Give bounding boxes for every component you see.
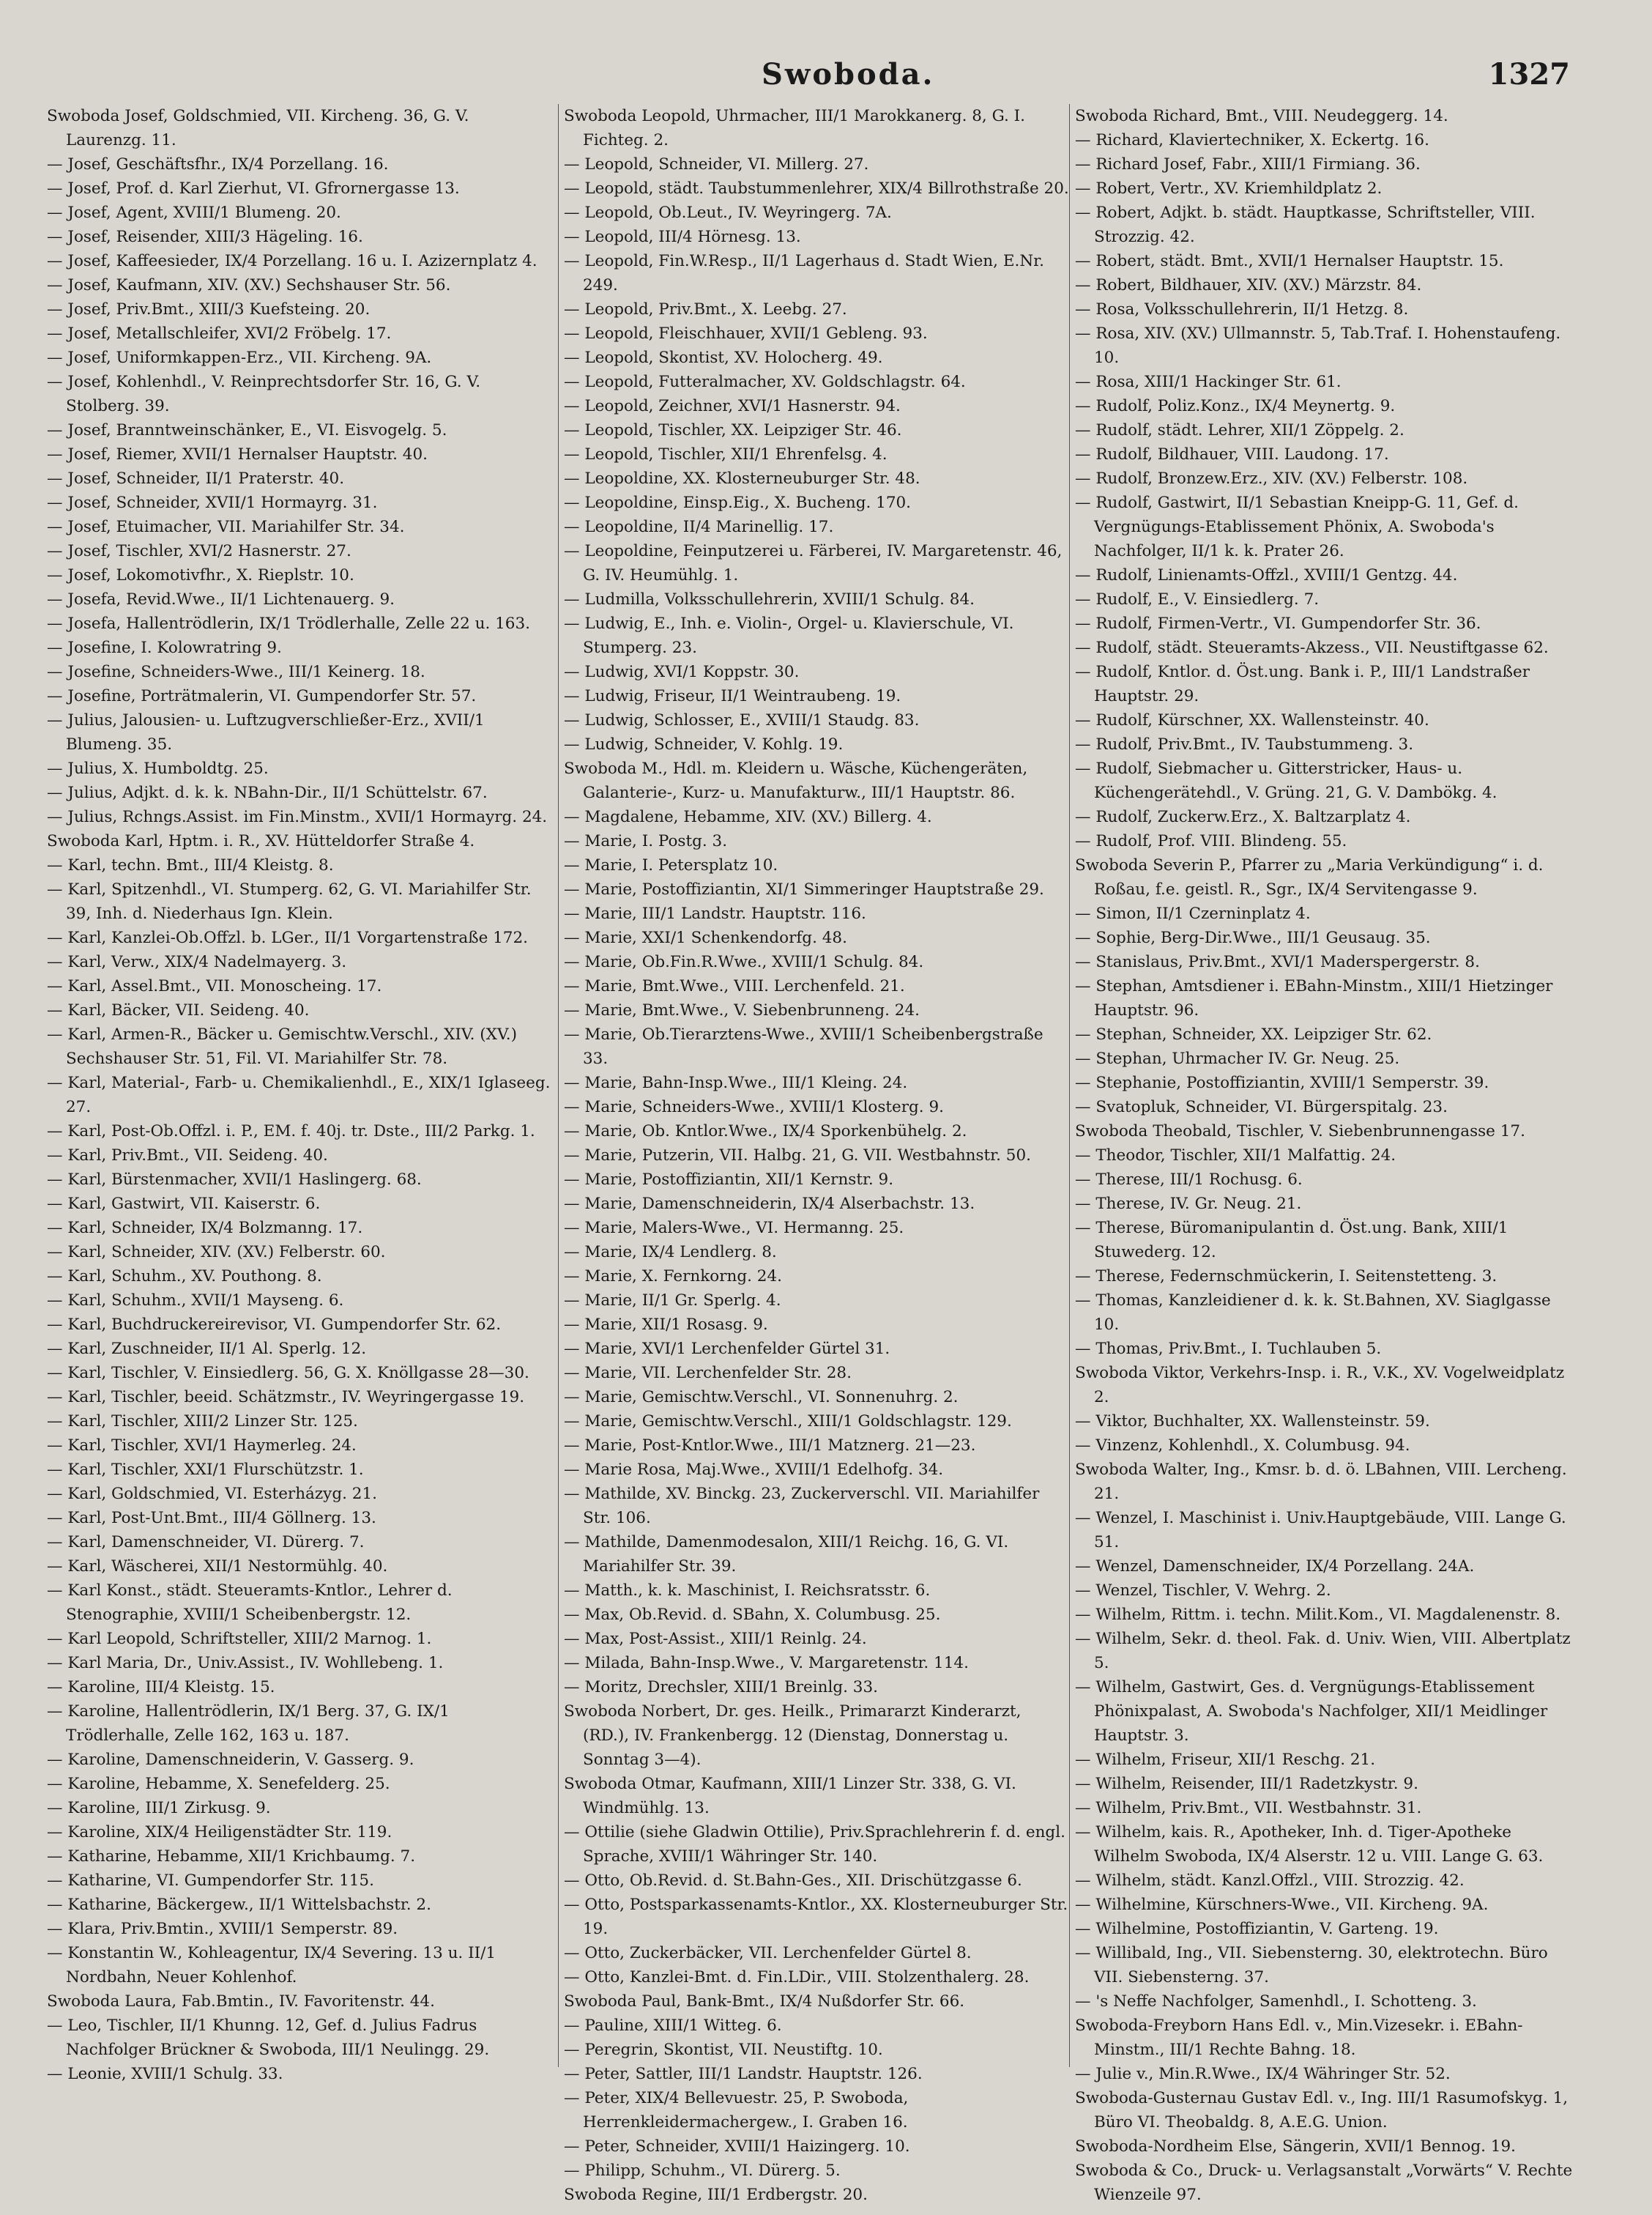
- directory-entry: — Rosa, XIV. (XV.) Ullmannstr. 5, Tab.Traf. I. Hohenstaufeng. 10.: [1075, 324, 1561, 367]
- directory-entry: — Karl, Bürstenmacher, XVII/1 Haslingerg. 68.: [47, 1170, 422, 1189]
- directory-entry: — Karl, Tischler, beeid. Schätzmstr., IV. Weyringergasse 19.: [47, 1388, 525, 1406]
- page-header: [0, 57, 1652, 101]
- directory-entry: — Marie, Ob.Fin.R.Wwe., XVIII/1 Schulg. 84.: [564, 953, 924, 971]
- directory-entry: — Therese, Büromanipulantin d. Öst.ung. Bank, XIII/1 Stuwederg. 12.: [1075, 1219, 1508, 1261]
- directory-entry: — Moritz, Drechsler, XIII/1 Breinlg. 33.: [564, 1678, 878, 1696]
- directory-entry: Swoboda Paul, Bank-Bmt., IX/4 Nußdorfer Str. 66.: [564, 1992, 965, 2011]
- directory-entry: — Leopold, Futteralmacher, XV. Goldschlagstr. 64.: [564, 373, 966, 391]
- directory-entry: — Otto, Ob.Revid. d. St.Bahn-Ges., XII. Drischützgasse 6.: [564, 1871, 1022, 1890]
- directory-entry: — Leopoldine, XX. Klosterneuburger Str. 48.: [564, 470, 920, 488]
- directory-entry: — Leopold, Fin.W.Resp., II/1 Lagerhaus d. Stadt Wien, E.Nr. 249.: [564, 252, 1044, 294]
- directory-entry: Swoboda Josef, Goldschmied, VII. Kircheng. 36, G. V. Laurenzg. 11.: [47, 107, 469, 149]
- directory-entry: — Wilhelm, Gastwirt, Ges. d. Vergnügungs-Etablissement Phönixpalast, A. Swoboda's Nachfolger, XII/1 Meidlinger Hauptstr. 3.: [1075, 1678, 1548, 1745]
- directory-entry: — Max, Post-Assist., XIII/1 Reinlg. 24.: [564, 1630, 867, 1648]
- directory-entry: — Karl, Schuhm., XVII/1 Mayseng. 6.: [47, 1291, 344, 1310]
- directory-entry: — Marie, Post-Kntlor.Wwe., III/1 Matznerg. 21—23.: [564, 1436, 976, 1455]
- directory-entry: — Karoline, III/4 Kleistg. 15.: [47, 1678, 275, 1696]
- directory-entry: — Josef, Etuimacher, VII. Mariahilfer Str. 34.: [47, 518, 405, 536]
- directory-entry: — Karl Maria, Dr., Univ.Assist., IV. Wohllebeng. 1.: [47, 1654, 444, 1672]
- directory-entry: — Josef, Priv.Bmt., XIII/3 Kuefsteing. 20.: [47, 300, 371, 319]
- directory-entry: — Marie, IX/4 Lendlerg. 8.: [564, 1243, 777, 1261]
- directory-entry: — Karl, Schneider, IX/4 Bolzmanng. 17.: [47, 1219, 363, 1237]
- directory-entry: — Josefa, Hallentrödlerin, IX/1 Trödlerhalle, Zelle 22 u. 163.: [47, 615, 531, 633]
- directory-entry: — Rudolf, Priv.Bmt., IV. Taubstummeng. 3.: [1075, 735, 1414, 754]
- directory-entry: — Konstantin W., Kohleagentur, IX/4 Severing. 13 u. II/1 Nordbahn, Neuer Kohlenhof.: [47, 1944, 496, 1986]
- directory-entry: — Wilhelm, städt. Kanzl.Offzl., VIII. Strozzig. 42.: [1075, 1871, 1465, 1890]
- directory-entry: — Josef, Lokomotivfhr., X. Rieplstr. 10.: [47, 566, 354, 585]
- directory-entry: — Max, Ob.Revid. d. SBahn, X. Columbusg. 25.: [564, 1606, 941, 1624]
- directory-entry: — Rosa, Volksschullehrerin, II/1 Hetzg. 8.: [1075, 300, 1409, 319]
- directory-entry: — Karl, Gastwirt, VII. Kaiserstr. 6.: [47, 1195, 321, 1213]
- directory-entry: — Leopoldine, II/4 Marinellig. 17.: [564, 518, 834, 536]
- directory-entry: — Josef, Branntweinschänker, E., VI. Eisvogelg. 5.: [47, 421, 447, 439]
- directory-entry: — Leopoldine, Feinputzerei u. Färberei, IV. Margaretenstr. 46, G. IV. Heumühlg. 1.: [564, 542, 1063, 585]
- directory-entry: — Josef, Schneider, XVII/1 Hormayrg. 31.: [47, 494, 378, 512]
- directory-entry: — Josef, Kohlenhdl., V. Reinprechtsdorfer Str. 16, G. V. Stolberg. 39.: [47, 373, 481, 415]
- directory-entry: — Karl, Assel.Bmt., VII. Monoscheing. 17.: [47, 977, 382, 995]
- directory-entry: — Marie, Bahn-Insp.Wwe., III/1 Kleing. 24.: [564, 1074, 908, 1092]
- column-3: [1075, 104, 1580, 2207]
- directory-entry: Swoboda Otmar, Kaufmann, XIII/1 Linzer Str. 338, G. VI. Windmühlg. 13.: [564, 1775, 1016, 1817]
- directory-entry: — Josef, Reisender, XIII/3 Hägeling. 16.: [47, 228, 363, 246]
- directory-entry: — Julie v., Min.R.Wwe., IX/4 Währinger Str. 52.: [1075, 2065, 1451, 2083]
- directory-entry: — Josef, Agent, XVIII/1 Blumeng. 20.: [47, 204, 341, 222]
- directory-entry: — Marie, Ob.Tierarztens-Wwe., XVIII/1 Scheibenbergstraße 33.: [564, 1025, 1043, 1068]
- directory-entry: Swoboda Viktor, Verkehrs-Insp. i. R., V.K., XV. Vogelweidplatz 2.: [1075, 1364, 1565, 1406]
- directory-entry: — Svatopluk, Schneider, VI. Bürgerspitalg. 23.: [1075, 1098, 1448, 1116]
- directory-entry: — Karl Konst., städt. Steueramts-Kntlor., Lehrer d. Stenographie, XVIII/1 Scheibenbergstr. 12.: [47, 1581, 453, 1624]
- directory-entry: — Leonie, XVIII/1 Schulg. 33.: [47, 2065, 283, 2083]
- directory-entry: — Robert, Adjkt. b. städt. Hauptkasse, Schriftsteller, VIII. Strozzig. 42.: [1075, 204, 1536, 246]
- directory-entry: — Leopold, Zeichner, XVI/1 Hasnerstr. 94.: [564, 397, 901, 415]
- directory-entry: Swoboda Regine, III/1 Erdbergstr. 20.: [564, 2186, 868, 2204]
- directory-entry: — Marie, III/1 Landstr. Hauptstr. 116.: [564, 905, 866, 923]
- directory-entry: — Leopold, Fleischhauer, XVII/1 Gebleng. 93.: [564, 324, 928, 343]
- directory-entry: — Marie, XII/1 Rosasg. 9.: [564, 1316, 768, 1334]
- directory-entry: — Marie, Postoffiziantin, XII/1 Kernstr. 9.: [564, 1170, 894, 1189]
- directory-entry: — Thomas, Kanzleidiener d. k. k. St.Bahnen, XV. Siaglgasse 10.: [1075, 1291, 1551, 1334]
- directory-entry: — Karl, Schuhm., XV. Pouthong. 8.: [47, 1267, 322, 1285]
- directory-entry: — Marie, I. Petersplatz 10.: [564, 856, 778, 875]
- directory-entry: — Ludwig, XVI/1 Koppstr. 30.: [564, 663, 800, 681]
- directory-entry: — Peregrin, Skontist, VII. Neustiftg. 10.: [564, 2041, 883, 2059]
- directory-entry: — Peter, XIX/4 Bellevuestr. 25, P. Swoboda, Herrenkleidermachergew., I. Graben 16.: [564, 2089, 909, 2131]
- directory-entry: — Karl, Buchdruckereirevisor, VI. Gumpendorfer Str. 62.: [47, 1316, 502, 1334]
- directory-entry: — Karl, Goldschmied, VI. Esterházyg. 21.: [47, 1485, 377, 1503]
- directory-entry: — Rudolf, Zuckerw.Erz., X. Baltzarplatz 4.: [1075, 808, 1411, 826]
- directory-entry: — Richard Josef, Fabr., XIII/1 Firmiang. 36.: [1075, 155, 1421, 174]
- directory-entry: — Karoline, XIX/4 Heiligenstädter Str. 119.: [47, 1823, 392, 1841]
- directory-entry: — Rudolf, Poliz.Konz., IX/4 Meynertg. 9.: [1075, 397, 1396, 415]
- directory-entry: — Ludwig, Schneider, V. Kohlg. 19.: [564, 735, 844, 754]
- directory-entry: — Katharine, Hebamme, XII/1 Krichbaumg. 7.: [47, 1847, 416, 1866]
- directory-entry: — Stephan, Amtsdiener i. EBahn-Minstm., XIII/1 Hietzinger Hauptstr. 96.: [1075, 977, 1553, 1020]
- directory-entry: — Josefa, Revid.Wwe., II/1 Lichtenauerg. 9.: [47, 590, 395, 609]
- directory-entry: — Marie Rosa, Maj.Wwe., XVIII/1 Edelhofg. 34.: [564, 1461, 944, 1479]
- directory-entry: — Marie, Malers-Wwe., VI. Hermanng. 25.: [564, 1219, 904, 1237]
- directory-entry: — Rudolf, Bronzew.Erz., XIV. (XV.) Felberstr. 108.: [1075, 470, 1468, 488]
- directory-entry: — Stephan, Schneider, XX. Leipziger Str. 62.: [1075, 1025, 1432, 1044]
- directory-entry: — Sophie, Berg-Dir.Wwe., III/1 Geusaug. 35.: [1075, 929, 1431, 947]
- directory-entry: — Rosa, XIII/1 Hackinger Str. 61.: [1075, 373, 1342, 391]
- column-divider: [558, 104, 559, 2067]
- directory-entry: — Robert, städt. Bmt., XVII/1 Hernalser Hauptstr. 15.: [1075, 252, 1504, 270]
- directory-entry: — Karl, Armen-R., Bäcker u. Gemischtw.Verschl., XIV. (XV.) Sechshauser Str. 51, Fil. VI. Mariahilfer Str. 78.: [47, 1025, 517, 1068]
- column-2: [564, 104, 1069, 2207]
- directory-entry: — Therese, IV. Gr. Neug. 21.: [1075, 1195, 1302, 1213]
- directory-entry: — Rudolf, Kürschner, XX. Wallensteinstr. 40.: [1075, 711, 1429, 730]
- directory-entry: — Leopold, Schneider, VI. Millerg. 27.: [564, 155, 869, 174]
- directory-entry: — Wilhelm, Rittm. i. techn. Milit.Kom., VI. Magdalenenstr. 8.: [1075, 1606, 1561, 1624]
- directory-entry: — Marie, Gemischtw.Verschl., XIII/1 Goldschlagstr. 129.: [564, 1412, 1012, 1431]
- directory-entry: — Milada, Bahn-Insp.Wwe., V. Margaretenstr. 114.: [564, 1654, 969, 1672]
- directory-entry: — Karoline, III/1 Zirkusg. 9.: [47, 1799, 271, 1817]
- directory-entry: Swoboda Norbert, Dr. ges. Heilk., Primararzt Kinderarzt, (RD.), IV. Frankenbergg. 12 (Dienstag, Donnerstag u. Sonntag 3—4).: [564, 1702, 1022, 1769]
- directory-entry: — Otto, Postsparkassenamts-Kntlor., XX. Klosterneuburger Str. 19.: [564, 1896, 1068, 1938]
- directory-entry: — Karl, Post-Unt.Bmt., III/4 Göllnerg. 13.: [47, 1509, 376, 1527]
- directory-entry: Swoboda M., Hdl. m. Kleidern u. Wäsche, Küchengeräten, Galanterie-, Kurz- u. Manufakturw., III/1 Hauptstr. 86.: [564, 760, 1028, 802]
- directory-entry: — Karl, techn. Bmt., III/4 Kleistg. 8.: [47, 856, 334, 875]
- directory-entry: — Rudolf, Gastwirt, II/1 Sebastian Kneipp-G. 11, Gef. d. Vergnügungs-Etablissement Phönix, A. Swoboda's Nachfolger, II/1 k. k. Prater 26.: [1075, 494, 1519, 560]
- directory-entry: — Willibald, Ing., VII. Siebensterng. 30, elektrotechn. Büro VII. Siebensterng. 37.: [1075, 1944, 1548, 1986]
- directory-entry: — Josef, Schneider, II/1 Praterstr. 40.: [47, 470, 345, 488]
- directory-entry: — Karl, Verw., XIX/4 Nadelmayerg. 3.: [47, 953, 347, 971]
- directory-entry: — Leopold, städt. Taubstummenlehrer, XIX/4 Billrothstraße 20.: [564, 179, 1069, 198]
- directory-entry: — Josef, Riemer, XVII/1 Hernalser Hauptstr. 40.: [47, 445, 428, 464]
- directory-entry: — Marie, Gemischtw.Verschl., VI. Sonnenuhrg. 2.: [564, 1388, 959, 1406]
- directory-entry: — Karl, Schneider, XIV. (XV.) Felberstr. 60.: [47, 1243, 386, 1261]
- directory-entry: — Ludwig, Friseur, II/1 Weintraubeng. 19.: [564, 687, 901, 705]
- directory-entry: — Wilhelm, Sekr. d. theol. Fak. d. Univ. Wien, VIII. Albertplatz 5.: [1075, 1630, 1571, 1672]
- directory-entry: — Karl, Spitzenhdl., VI. Stumperg. 62, G. VI. Mariahilfer Str. 39, Inh. d. Niederhaus Ign. Klein.: [47, 880, 532, 923]
- directory-entry: — Josef, Kaffeesieder, IX/4 Porzellang. 16 u. I. Azizernplatz 4.: [47, 252, 537, 270]
- directory-entry: — Wilhelmine, Postoffiziantin, V. Garteng. 19.: [1075, 1920, 1439, 1938]
- directory-entry: Swoboda-Freyborn Hans Edl. v., Min.Vizesekr. i. EBahn-Minstm., III/1 Rechte Bahng. 18.: [1075, 2016, 1523, 2059]
- directory-entry: — Josef, Uniformkappen-Erz., VII. Kircheng. 9A.: [47, 349, 432, 367]
- directory-entry: — Pauline, XIII/1 Witteg. 6.: [564, 2016, 782, 2035]
- directory-entry: — Leopold, Tischler, XX. Leipziger Str. 46.: [564, 421, 902, 439]
- directory-entry: — Karl, Tischler, V. Einsiedlerg. 56, G. X. Knöllgasse 28—30.: [47, 1364, 529, 1382]
- directory-entry: — Otto, Zuckerbäcker, VII. Lerchenfelder Gürtel 8.: [564, 1944, 972, 1962]
- directory-entry: — Wilhelm, kais. R., Apotheker, Inh. d. Tiger-Apotheke Wilhelm Swoboda, IX/4 Alserstr. 12 u. VIII. Lange G. 63.: [1075, 1823, 1544, 1866]
- directory-entry: — Karl, Tischler, XXI/1 Flurschützstr. 1.: [47, 1461, 364, 1479]
- directory-entry: — Karl Leopold, Schriftsteller, XIII/2 Marnog. 1.: [47, 1630, 432, 1648]
- directory-entry: — Leopold, Priv.Bmt., X. Leebg. 27.: [564, 300, 847, 319]
- directory-entry: — Josef, Metallschleifer, XVI/2 Fröbelg. 17.: [47, 324, 392, 343]
- directory-entry: — Leopold, Ob.Leut., IV. Weyringerg. 7A.: [564, 204, 892, 222]
- directory-entry: — Marie, XXI/1 Schenkendorfg. 48.: [564, 929, 847, 947]
- directory-entry: — Julius, Rchngs.Assist. im Fin.Minstm., XVII/1 Hormayrg. 24.: [47, 808, 548, 826]
- directory-entry: — Robert, Bildhauer, XIV. (XV.) Märzstr. 84.: [1075, 276, 1422, 294]
- directory-entry: — Rudolf, Prof. VIII. Blindeng. 55.: [1075, 832, 1347, 850]
- directory-entry: — Karoline, Hebamme, X. Senefelderg. 25.: [47, 1775, 390, 1793]
- directory-entry: — Julius, X. Humboldtg. 25.: [47, 760, 269, 778]
- directory-entry: — Mathilde, Damenmodesalon, XIII/1 Reichg. 16, G. VI. Mariahilfer Str. 39.: [564, 1533, 1009, 1576]
- directory-entry: — Josef, Kaufmann, XIV. (XV.) Sechshauser Str. 56.: [47, 276, 451, 294]
- directory-entry: — Leopold, Skontist, XV. Holocherg. 49.: [564, 349, 883, 367]
- directory-entry: — Karl, Tischler, XVI/1 Haymerleg. 24.: [47, 1436, 357, 1455]
- directory-entry: — Leopoldine, Einsp.Eig., X. Bucheng. 170.: [564, 494, 912, 512]
- directory-entry: — Rudolf, Kntlor. d. Öst.ung. Bank i. P., III/1 Landstraßer Hauptstr. 29.: [1075, 663, 1530, 705]
- directory-entry: — Katharine, Bäckergew., II/1 Wittelsbachstr. 2.: [47, 1896, 431, 1914]
- directory-entry: Swoboda-Gusternau Gustav Edl. v., Ing. III/1 Rasumofskyg. 1, Büro VI. Theobaldg. 8, A.E.G. Union.: [1075, 2089, 1569, 2131]
- directory-entry: — Wilhelm, Priv.Bmt., VII. Westbahnstr. 31.: [1075, 1799, 1422, 1817]
- directory-entry: Swoboda Theobald, Tischler, V. Siebenbrunnengasse 17.: [1075, 1122, 1525, 1140]
- directory-entry: — Marie, VII. Lerchenfelder Str. 28.: [564, 1364, 852, 1382]
- directory-entry: — Theodor, Tischler, XII/1 Malfattig. 24.: [1075, 1146, 1396, 1165]
- directory-entry: — Marie, Damenschneiderin, IX/4 Alserbachstr. 13.: [564, 1195, 975, 1213]
- directory-entry: — Peter, Sattler, III/1 Landstr. Hauptstr. 126.: [564, 2065, 923, 2083]
- directory-entry: — Peter, Schneider, XVIII/1 Haizingerg. 10.: [564, 2137, 910, 2156]
- directory-entry: — Ottilie (siehe Gladwin Ottilie), Priv.Sprachlehrerin f. d. engl. Sprache, XVIII/1 Währinger Str. 140.: [564, 1823, 1065, 1866]
- directory-entry: — Mathilde, XV. Binckg. 23, Zuckerverschl. VII. Mariahilfer Str. 106.: [564, 1485, 1040, 1527]
- directory-entry: — Marie, Ob. Kntlor.Wwe., IX/4 Sporkenbühelg. 2.: [564, 1122, 967, 1140]
- directory-entry: — Philipp, Schuhm., VI. Dürerg. 5.: [564, 2162, 841, 2180]
- directory-entry: — Marie, Putzerin, VII. Halbg. 21, G. VII. Westbahnstr. 50.: [564, 1146, 1031, 1165]
- directory-entry: — Thomas, Priv.Bmt., I. Tuchlauben 5.: [1075, 1340, 1382, 1358]
- directory-entry: Swoboda Richard, Bmt., VIII. Neudeggerg. 14.: [1075, 107, 1448, 125]
- directory-entry: — Josefine, I. Kolowratring 9.: [47, 639, 282, 657]
- directory-entry: — Karl, Tischler, XIII/2 Linzer Str. 125.: [47, 1412, 358, 1431]
- directory-entry: — Ludwig, E., Inh. e. Violin-, Orgel- u. Klavierschule, VI. Stumperg. 23.: [564, 615, 1014, 657]
- directory-entry: — Leopold, Tischler, XII/1 Ehrenfelsg. 4.: [564, 445, 888, 464]
- directory-entry: — Marie, I. Postg. 3.: [564, 832, 728, 850]
- directory-entry: — Karl, Bäcker, VII. Seideng. 40.: [47, 1001, 310, 1020]
- directory-entry: — Julius, Adjkt. d. k. k. NBahn-Dir., II/1 Schüttelstr. 67.: [47, 784, 488, 802]
- directory-entry: — Wilhelmine, Kürschners-Wwe., VII. Kircheng. 9A.: [1075, 1896, 1489, 1914]
- directory-entry: — Stanislaus, Priv.Bmt., XVI/1 Maderspergerstr. 8.: [1075, 953, 1480, 971]
- directory-entry: — Rudolf, Siebmacher u. Gitterstricker, Haus- u. Küchengerätehdl., V. Grüng. 21, G. V. Dambökg. 4.: [1075, 760, 1497, 802]
- directory-entry: Swoboda Laura, Fab.Bmtin., IV. Favoritenstr. 44.: [47, 1992, 435, 2011]
- directory-entry: — Richard, Klaviertechniker, X. Eckertg. 16.: [1075, 131, 1429, 149]
- directory-entry: — Simon, II/1 Czerninplatz 4.: [1075, 905, 1311, 923]
- directory-entry: — Karl, Material-, Farb- u. Chemikalienhdl., E., XIX/1 Iglaseeg. 27.: [47, 1074, 551, 1116]
- column-divider: [1069, 104, 1070, 2067]
- directory-entry: — Wenzel, Damenschneider, IX/4 Porzellang. 24A.: [1075, 1557, 1475, 1576]
- directory-entry: — Wenzel, Tischler, V. Wehrg. 2.: [1075, 1581, 1331, 1600]
- directory-entry: Swoboda Walter, Ing., Kmsr. b. d. ö. LBahnen, VIII. Lercheng. 21.: [1075, 1461, 1567, 1503]
- directory-entry: — Josefine, Schneiders-Wwe., III/1 Keinerg. 18.: [47, 663, 425, 681]
- directory-entry: — Klara, Priv.Bmtin., XVIII/1 Semperstr. 89.: [47, 1920, 398, 1938]
- directory-entry: — Therese, Federnschmückerin, I. Seitenstetteng. 3.: [1075, 1267, 1497, 1285]
- directory-entry: — Ludwig, Schlosser, E., XVIII/1 Staudg. 83.: [564, 711, 920, 730]
- directory-entry: — Stephan, Uhrmacher IV. Gr. Neug. 25.: [1075, 1050, 1400, 1068]
- directory-entry: — Karoline, Damenschneiderin, V. Gasserg. 9.: [47, 1751, 414, 1769]
- directory-entry: — Wenzel, I. Maschinist i. Univ.Hauptgebäude, VIII. Lange G. 51.: [1075, 1509, 1566, 1551]
- directory-entry: — Josef, Geschäftsfhr., IX/4 Porzellang. 16.: [47, 155, 389, 174]
- directory-entry: — Rudolf, städt. Steueramts-Akzess., VII. Neustiftgasse 62.: [1075, 639, 1549, 657]
- directory-entry: — Karl, Priv.Bmt., VII. Seideng. 40.: [47, 1146, 328, 1165]
- directory-entry: — Wilhelm, Friseur, XII/1 Reschg. 21.: [1075, 1751, 1376, 1769]
- directory-entry: — Marie, X. Fernkorng. 24.: [564, 1267, 782, 1285]
- directory-entry: — Viktor, Buchhalter, XX. Wallensteinstr. 59.: [1075, 1412, 1430, 1431]
- directory-entry: — Vinzenz, Kohlenhdl., X. Columbusg. 94.: [1075, 1436, 1410, 1455]
- directory-entry: — Marie, XVI/1 Lerchenfelder Gürtel 31.: [564, 1340, 890, 1358]
- directory-entry: — Leo, Tischler, II/1 Khunng. 12, Gef. d. Julius Fadrus Nachfolger Brückner & Swoboda, III/1 Neulingg. 29.: [47, 2016, 490, 2059]
- directory-entry: — Marie, Bmt.Wwe., VIII. Lerchenfeld. 21.: [564, 977, 905, 995]
- directory-entry: Swoboda-Nordheim Else, Sängerin, XVII/1 Bennog. 19.: [1075, 2137, 1516, 2156]
- directory-entry: — Stephanie, Postoffiziantin, XVIII/1 Semperstr. 39.: [1075, 1074, 1489, 1092]
- directory-entry: — Magdalene, Hebamme, XIV. (XV.) Billerg. 4.: [564, 808, 932, 826]
- directory-entry: — Marie, Schneiders-Wwe., XVIII/1 Klosterg. 9.: [564, 1098, 944, 1116]
- directory-entry: — Karl, Post-Ob.Offzl. i. P., EM. f. 40j. tr. Dste., III/2 Parkg. 1.: [47, 1122, 535, 1140]
- directory-entry: — Ludmilla, Volksschullehrerin, XVIII/1 Schulg. 84.: [564, 590, 975, 609]
- directory-entry: — Rudolf, E., V. Einsiedlerg. 7.: [1075, 590, 1320, 609]
- directory-entry: — Julius, Jalousien- u. Luftzugverschließer-Erz., XVII/1 Blumeng. 35.: [47, 711, 485, 754]
- directory-entry: Swoboda Leopold, Uhrmacher, III/1 Marokkanerg. 8, G. I. Fichteg. 2.: [564, 107, 1025, 149]
- directory-entry: — Leopold, III/4 Hörnesg. 13.: [564, 228, 801, 246]
- directory-entry: — Katharine, VI. Gumpendorfer Str. 115.: [47, 1871, 374, 1890]
- directory-entry: — Marie, II/1 Gr. Sperlg. 4.: [564, 1291, 781, 1310]
- directory-entry: — Josef, Prof. d. Karl Zierhut, VI. Gfrornergasse 13.: [47, 179, 460, 198]
- directory-entry: — Rudolf, städt. Lehrer, XII/1 Zöppelg. 2.: [1075, 421, 1404, 439]
- directory-entry: Swoboda Karl, Hptm. i. R., XV. Hütteldorfer Straße 4.: [47, 832, 475, 850]
- directory-entry: — 's Neffe Nachfolger, Samenhdl., I. Schotteng. 3.: [1075, 1992, 1477, 2011]
- directory-entry: — Robert, Vertr., XV. Kriemhildplatz 2.: [1075, 179, 1383, 198]
- running-head: Swoboda.: [762, 57, 935, 92]
- directory-entry: — Karoline, Hallentrödlerin, IX/1 Berg. 37, G. IX/1 Trödlerhalle, Zelle 162, 163 u. 187.: [47, 1702, 450, 1745]
- directory-entry: — Therese, III/1 Rochusg. 6.: [1075, 1170, 1303, 1189]
- directory-entry: — Wilhelm, Reisender, III/1 Radetzkystr. 9.: [1075, 1775, 1418, 1793]
- directory-entry: — Karl, Wäscherei, XII/1 Nestormühlg. 40.: [47, 1557, 388, 1576]
- directory-entry: — Karl, Kanzlei-Ob.Offzl. b. LGer., II/1 Vorgartenstraße 172.: [47, 929, 528, 947]
- directory-entry: — Josef, Tischler, XVI/2 Hasnerstr. 27.: [47, 542, 351, 560]
- directory-entry: — Karl, Zuschneider, II/1 Al. Sperlg. 12.: [47, 1340, 367, 1358]
- directory-entry: Swoboda & Co., Druck- u. Verlagsanstalt „Vorwärts“ V. Rechte Wienzeile 97.: [1075, 2162, 1573, 2204]
- directory-entry: — Otto, Kanzlei-Bmt. d. Fin.LDir., VIII. Stolzenthalerg. 28.: [564, 1968, 1030, 1986]
- directory-entry: — Rudolf, Firmen-Vertr., VI. Gumpendorfer Str. 36.: [1075, 615, 1481, 633]
- directory-entry: — Marie, Bmt.Wwe., V. Siebenbrunneng. 24.: [564, 1001, 920, 1020]
- directory-entry: — Marie, Postoffiziantin, XI/1 Simmeringer Hauptstraße 29.: [564, 880, 1044, 899]
- directory-entry: — Rudolf, Linienamts-Offzl., XVIII/1 Gentzg. 44.: [1075, 566, 1458, 585]
- column-1: [47, 104, 552, 2086]
- directory-entry: — Matth., k. k. Maschinist, I. Reichsratsstr. 6.: [564, 1581, 931, 1600]
- directory-entry: — Karl, Damenschneider, VI. Dürerg. 7.: [47, 1533, 365, 1551]
- directory-entry: — Josefine, Porträtmalerin, VI. Gumpendorfer Str. 57.: [47, 687, 477, 705]
- directory-entry: — Rudolf, Bildhauer, VIII. Laudong. 17.: [1075, 445, 1389, 464]
- directory-entry: Swoboda Severin P., Pfarrer zu „Maria Verkündigung“ i. d. Roßau, f.e. geistl. R., Sgr., IX/4 Servitengasse 9.: [1075, 856, 1544, 899]
- page-number: 1327: [1488, 57, 1570, 92]
